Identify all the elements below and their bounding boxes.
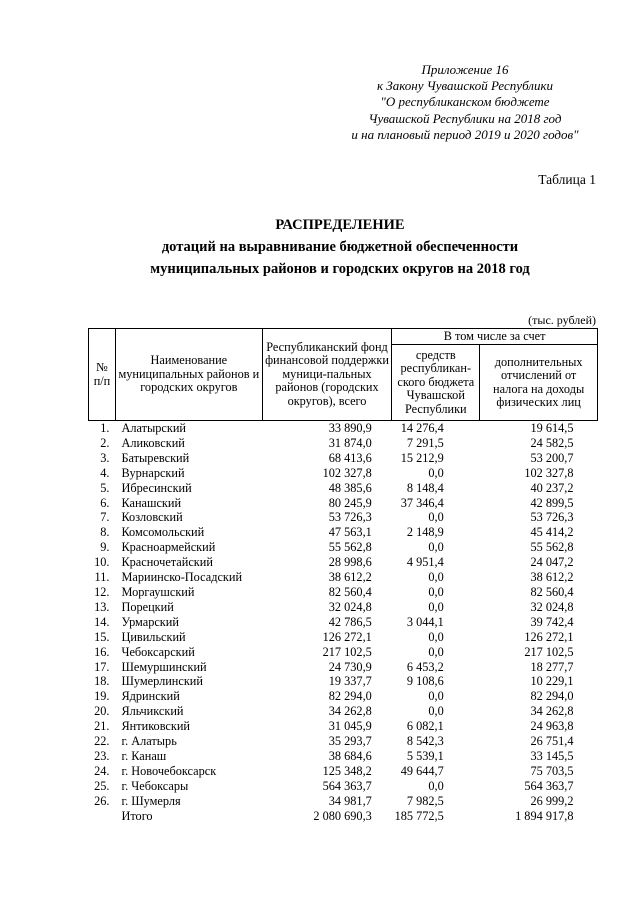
ndfl-amount: 24 582,5 bbox=[530, 435, 574, 450]
header-republic: средств республикан-ского бюджета Чувашской Республики bbox=[392, 345, 480, 421]
unit-label: (тыс. рублей) bbox=[528, 313, 596, 327]
table-row bbox=[89, 615, 598, 630]
republic-amount: 0,0 bbox=[428, 465, 444, 480]
row-number: 18. bbox=[94, 674, 110, 689]
total-amount: 126 272,1 bbox=[322, 629, 372, 644]
ndfl-amount: 40 237,2 bbox=[530, 480, 574, 495]
ndfl-amount: 53 726,3 bbox=[530, 510, 574, 525]
ndfl-amount: 42 899,5 bbox=[530, 495, 574, 510]
ndfl-amount: 55 562,8 bbox=[530, 540, 574, 555]
table-row bbox=[89, 794, 598, 809]
district-name: Шумерлинский bbox=[121, 674, 203, 689]
republic-amount: 15 212,9 bbox=[400, 450, 444, 465]
total-amount: 48 385,6 bbox=[328, 480, 372, 495]
row-number bbox=[89, 809, 116, 824]
row-number: 20. bbox=[94, 704, 110, 719]
total-amount: 53 726,3 bbox=[328, 510, 372, 525]
table-row bbox=[89, 481, 598, 496]
ndfl-amount: 34 262,8 bbox=[530, 704, 574, 719]
row-number: 8. bbox=[100, 525, 110, 540]
ndfl-amount: 82 560,4 bbox=[530, 584, 574, 599]
ndfl-amount: 10 229,1 bbox=[530, 674, 574, 689]
total-amount: 82 560,4 bbox=[328, 584, 372, 599]
appendix-note bbox=[330, 62, 600, 143]
title-line: дотаций на выравнивание бюджетной обеспеченности bbox=[161, 239, 519, 255]
table-row bbox=[89, 555, 598, 570]
row-number: 10. bbox=[94, 555, 110, 570]
header-name: Наименование муниципальных районов и городских округов bbox=[115, 329, 262, 421]
table-row bbox=[89, 540, 598, 555]
total-amount: 564 363,7 bbox=[322, 778, 372, 793]
republic-amount: 185 772,5 bbox=[394, 808, 444, 823]
row-number: 12. bbox=[94, 584, 110, 599]
ndfl-amount: 26 751,4 bbox=[530, 734, 574, 749]
header-ndfl: дополнительных отчислений от налога на доходы физических лиц bbox=[480, 345, 598, 421]
table-row bbox=[89, 749, 598, 764]
republic-amount: 3 044,1 bbox=[406, 614, 444, 629]
district-name: Батыревский bbox=[121, 450, 190, 465]
ndfl-amount: 32 024,8 bbox=[530, 599, 574, 614]
total-amount: 125 348,2 bbox=[322, 763, 372, 778]
total-amount: 68 413,6 bbox=[328, 450, 372, 465]
title-line: муниципальных районов и городских округов на 2018 год bbox=[150, 261, 530, 277]
appendix-line: и на плановый период 2019 и 2020 годов" bbox=[351, 126, 579, 142]
ndfl-amount: 75 703,5 bbox=[530, 763, 574, 778]
row-number: 15. bbox=[94, 629, 110, 644]
table-row bbox=[89, 600, 598, 615]
total-row bbox=[89, 809, 598, 824]
ndfl-amount: 45 414,2 bbox=[530, 525, 574, 540]
district-name: Моргаушский bbox=[121, 584, 195, 599]
row-number: 2. bbox=[100, 435, 110, 450]
ndfl-amount: 217 102,5 bbox=[524, 644, 574, 659]
district-name: Яльчикский bbox=[121, 704, 184, 719]
total-amount: 32 024,8 bbox=[328, 599, 372, 614]
ndfl-amount: 126 272,1 bbox=[524, 629, 574, 644]
district-name: Ибресинский bbox=[121, 480, 192, 495]
ndfl-amount: 82 294,0 bbox=[530, 689, 574, 704]
ndfl-amount: 24 047,2 bbox=[530, 555, 574, 570]
ndfl-amount: 33 145,5 bbox=[530, 748, 574, 763]
district-name: г. Алатырь bbox=[121, 734, 177, 749]
table-row bbox=[89, 764, 598, 779]
ndfl-amount: 19 614,5 bbox=[530, 421, 574, 435]
table-row bbox=[89, 510, 598, 525]
district-name: Козловский bbox=[121, 510, 183, 525]
republic-amount: 7 982,5 bbox=[406, 793, 444, 808]
total-amount: 2 080 690,3 bbox=[313, 808, 372, 823]
republic-amount: 14 276,4 bbox=[400, 421, 444, 435]
district-name: Ядринский bbox=[121, 689, 180, 704]
total-amount: 55 562,8 bbox=[328, 540, 372, 555]
total-amount: 217 102,5 bbox=[322, 644, 372, 659]
district-name: Красноармейский bbox=[121, 540, 216, 555]
total-amount: 47 563,1 bbox=[328, 525, 372, 540]
republic-amount: 0,0 bbox=[428, 689, 444, 704]
total-amount: 34 262,8 bbox=[328, 704, 372, 719]
appendix-line: к Закону Чувашской Республики bbox=[376, 78, 554, 94]
total-amount: 34 981,7 bbox=[328, 793, 372, 808]
row-number: 26. bbox=[94, 793, 110, 808]
republic-amount: 0,0 bbox=[428, 704, 444, 719]
row-number: 11. bbox=[94, 570, 110, 585]
republic-amount: 5 539,1 bbox=[406, 748, 444, 763]
total-amount: 33 890,9 bbox=[328, 421, 372, 435]
header-num: № п/п bbox=[89, 329, 116, 421]
table-row bbox=[89, 734, 598, 749]
table-row bbox=[89, 585, 598, 600]
republic-amount: 49 644,7 bbox=[400, 763, 444, 778]
ndfl-amount: 24 963,8 bbox=[530, 719, 574, 734]
total-amount: 19 337,7 bbox=[328, 674, 372, 689]
table-row bbox=[89, 496, 598, 511]
document-title bbox=[60, 214, 620, 280]
row-number: 3. bbox=[100, 450, 110, 465]
republic-amount: 8 148,4 bbox=[406, 480, 444, 495]
republic-amount: 0,0 bbox=[428, 599, 444, 614]
republic-amount: 0,0 bbox=[428, 644, 444, 659]
row-number: 24. bbox=[94, 763, 110, 778]
republic-amount: 4 951,4 bbox=[406, 555, 444, 570]
republic-amount: 2 148,9 bbox=[406, 525, 444, 540]
total-amount: 38 684,6 bbox=[328, 748, 372, 763]
header-total: Республиканский фонд финансовой поддержки муници-пальных районов (городских округов), всего bbox=[262, 329, 392, 421]
district-name: Канашский bbox=[121, 495, 182, 510]
table-row bbox=[89, 421, 598, 436]
subsidy-table bbox=[88, 328, 598, 823]
district-name: Янтиковский bbox=[121, 719, 191, 734]
table-row bbox=[89, 436, 598, 451]
district-name: Шемуршинский bbox=[121, 659, 207, 674]
table-row bbox=[89, 570, 598, 585]
district-name: Аликовский bbox=[121, 435, 185, 450]
total-amount: 102 327,8 bbox=[322, 465, 372, 480]
row-number: 1. bbox=[100, 421, 110, 435]
republic-amount: 0,0 bbox=[428, 629, 444, 644]
district-name: Алатырский bbox=[121, 421, 186, 435]
total-amount: 28 998,6 bbox=[328, 555, 372, 570]
ndfl-amount: 564 363,7 bbox=[524, 778, 574, 793]
district-name: Вурнарский bbox=[121, 465, 185, 480]
table-row bbox=[89, 451, 598, 466]
table-row bbox=[89, 630, 598, 645]
row-number: 22. bbox=[94, 734, 110, 749]
table-row bbox=[89, 719, 598, 734]
appendix-line: "О республиканском бюджете bbox=[380, 94, 550, 110]
republic-amount: 0,0 bbox=[428, 540, 444, 555]
republic-amount: 0,0 bbox=[428, 570, 444, 585]
ndfl-amount: 53 200,7 bbox=[530, 450, 574, 465]
row-number: 6. bbox=[100, 495, 110, 510]
row-number: 21. bbox=[94, 719, 110, 734]
total-amount: 31 045,9 bbox=[328, 719, 372, 734]
row-number: 23. bbox=[94, 748, 110, 763]
total-amount: 38 612,2 bbox=[328, 570, 372, 585]
row-number: 16. bbox=[94, 644, 110, 659]
district-name: Урмарский bbox=[121, 614, 179, 629]
republic-amount: 6 082,1 bbox=[406, 719, 444, 734]
table-row bbox=[89, 689, 598, 704]
appendix-line: Приложение 16 bbox=[421, 62, 509, 77]
district-name: Цивильский bbox=[121, 629, 186, 644]
row-number: 13. bbox=[94, 599, 110, 614]
republic-amount: 8 542,3 bbox=[406, 734, 444, 749]
table-row bbox=[89, 525, 598, 540]
district-name: Мариинско-Посадский bbox=[121, 570, 243, 585]
title-line: РАСПРЕДЕЛЕНИЕ bbox=[275, 217, 405, 233]
republic-amount: 0,0 bbox=[428, 510, 444, 525]
district-name: Итого bbox=[121, 808, 153, 823]
table-row bbox=[89, 704, 598, 719]
header-group: В том числе за счет bbox=[392, 329, 598, 345]
row-number: 25. bbox=[94, 778, 110, 793]
ndfl-amount: 39 742,4 bbox=[530, 614, 574, 629]
total-amount: 42 786,5 bbox=[328, 614, 372, 629]
total-amount: 24 730,9 bbox=[328, 659, 372, 674]
total-amount: 31 874,0 bbox=[328, 435, 372, 450]
row-number: 7. bbox=[100, 510, 110, 525]
ndfl-amount: 38 612,2 bbox=[530, 570, 574, 585]
row-number: 17. bbox=[94, 659, 110, 674]
republic-amount: 0,0 bbox=[428, 584, 444, 599]
table-row bbox=[89, 674, 598, 689]
table-label: Таблица 1 bbox=[538, 172, 596, 187]
district-name: Порецкий bbox=[121, 599, 174, 614]
district-name: Чебоксарский bbox=[121, 644, 195, 659]
republic-amount: 37 346,4 bbox=[400, 495, 444, 510]
table-row bbox=[89, 645, 598, 660]
ndfl-amount: 102 327,8 bbox=[524, 465, 574, 480]
ndfl-amount: 18 277,7 bbox=[530, 659, 574, 674]
table-row bbox=[89, 779, 598, 794]
appendix-line: Чувашской Республики на 2018 год bbox=[368, 110, 562, 126]
republic-amount: 0,0 bbox=[428, 778, 444, 793]
district-name: г. Новочебоксарск bbox=[121, 763, 217, 778]
republic-amount: 9 108,6 bbox=[406, 674, 444, 689]
row-number: 14. bbox=[94, 614, 110, 629]
district-name: г. Канаш bbox=[121, 748, 167, 763]
row-number: 19. bbox=[94, 689, 110, 704]
total-amount: 35 293,7 bbox=[328, 734, 372, 749]
row-number: 4. bbox=[100, 465, 110, 480]
republic-amount: 6 453,2 bbox=[406, 659, 444, 674]
ndfl-amount: 1 894 917,8 bbox=[515, 808, 574, 823]
table-row bbox=[89, 660, 598, 675]
total-amount: 80 245,9 bbox=[328, 495, 372, 510]
table-row bbox=[89, 466, 598, 481]
total-amount: 82 294,0 bbox=[328, 689, 372, 704]
row-number: 9. bbox=[100, 540, 110, 555]
row-number: 5. bbox=[100, 480, 110, 495]
district-name: Красночетайский bbox=[121, 555, 213, 570]
district-name: г. Шумерля bbox=[121, 793, 181, 808]
district-name: г. Чебоксары bbox=[121, 778, 189, 793]
republic-amount: 7 291,5 bbox=[406, 435, 444, 450]
district-name: Комсомольский bbox=[121, 525, 205, 540]
ndfl-amount: 26 999,2 bbox=[530, 793, 574, 808]
